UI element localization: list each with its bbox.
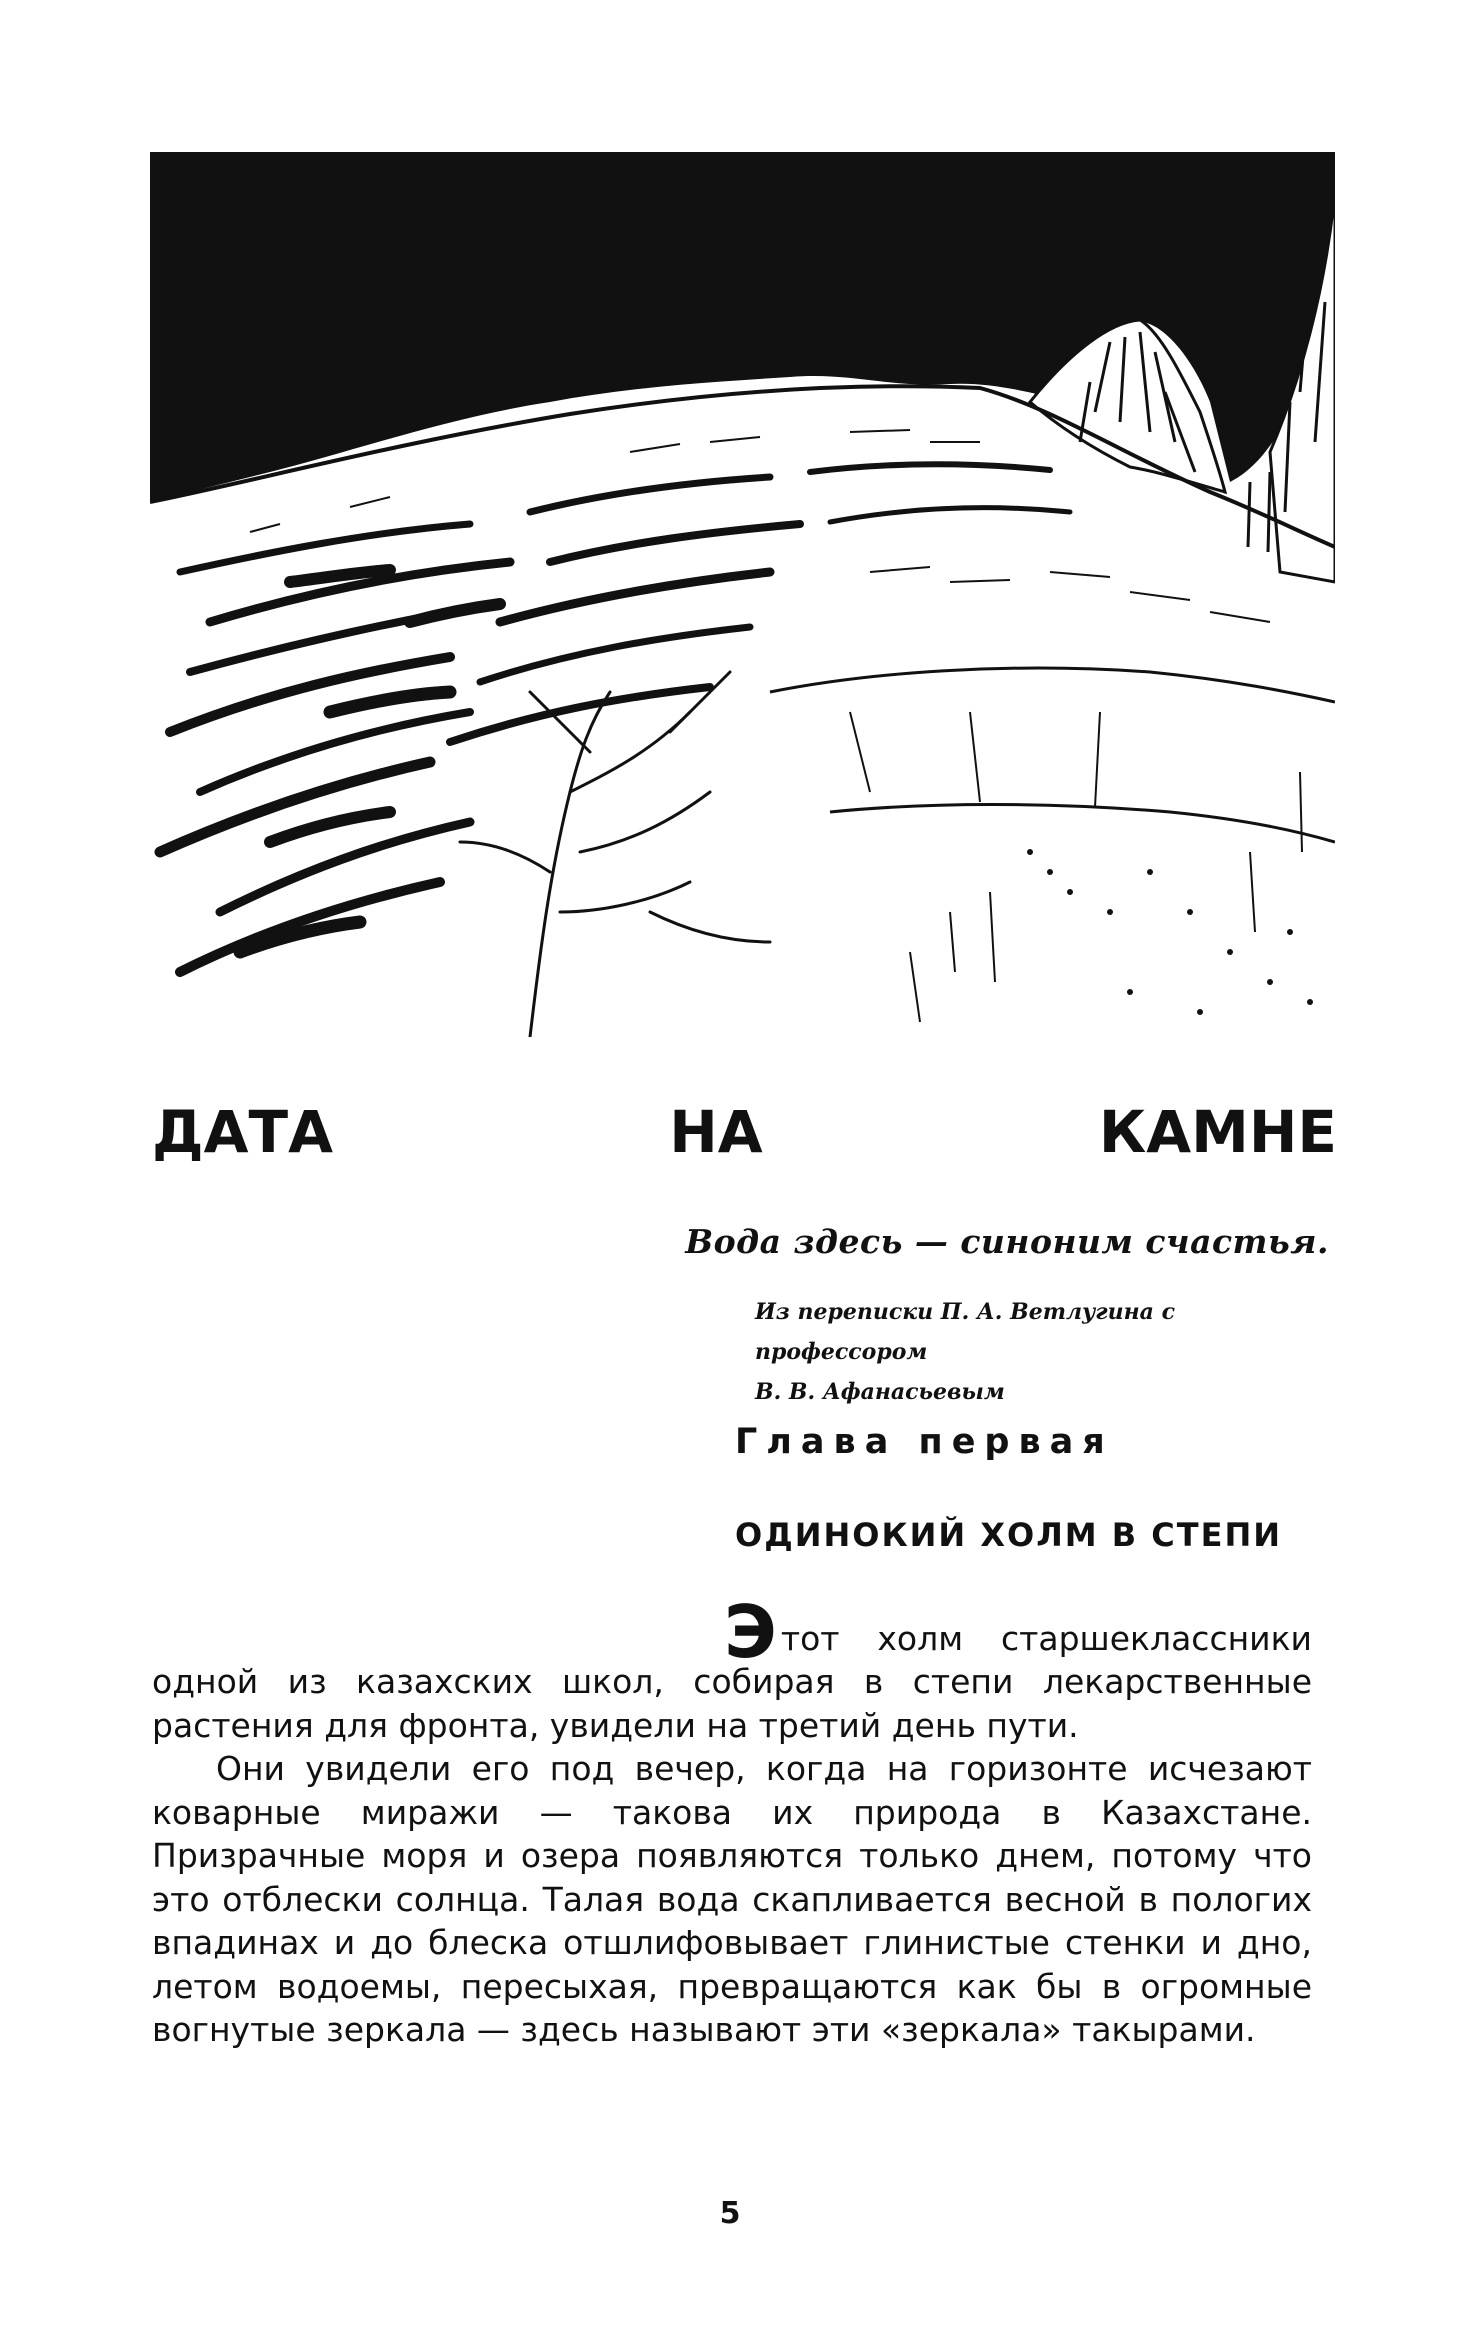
paragraph-1: одной из казахских школ, собирая в степи лекарственные растения для фронта, увидели на третий день пути. <box>152 1662 1312 1745</box>
drop-cap: Э <box>724 1590 777 1674</box>
epigraph-source <box>755 1292 1345 1412</box>
first-line-word-3: старшеклассники <box>1001 1619 1312 1658</box>
steppe-landscape-illustration <box>150 152 1335 1037</box>
chapter-title: ОДИНОКИЙ ХОЛМ В СТЕПИ <box>735 1516 1283 1554</box>
body-text <box>152 1590 1312 2052</box>
epigraph-source-line-1: Из переписки П. А. Ветлугина с профессором <box>755 1299 1175 1365</box>
paragraph-2: Они увидели его под вечер, когда на горизонте исчезают коварные миражи — такова их природа в Казахстане. Призрачные моря и озера появляются только днем, потому что это отблески солнца. Талая вода скапливается весной в пологих впадинах и до блеска отшлифовывает глинистые стенки и дно, летом водоемы, пересыхая, превращаются как бы в огромные вогнутые зеркала — здесь называют эти «зеркала» такырами. <box>152 1749 1312 2049</box>
epigraph-source-line-2: В. В. Афанасьевым <box>755 1379 1005 1405</box>
chapter-number: Глава первая <box>735 1422 1114 1462</box>
first-line-word-1: тот <box>780 1619 840 1658</box>
book-title <box>152 1092 1337 1172</box>
first-line-rest <box>781 1617 1312 1660</box>
first-line <box>152 1590 1312 1674</box>
page-number: 5 <box>719 2196 741 2231</box>
first-line-word-2: холм <box>877 1619 964 1658</box>
title-word-3: КАМНЕ <box>1098 1098 1337 1166</box>
title-word-2: НА <box>669 1098 763 1166</box>
epigraph-quote: Вода здесь — синоним счастья. <box>685 1222 1329 1261</box>
title-word-1: ДАТА <box>152 1098 333 1166</box>
